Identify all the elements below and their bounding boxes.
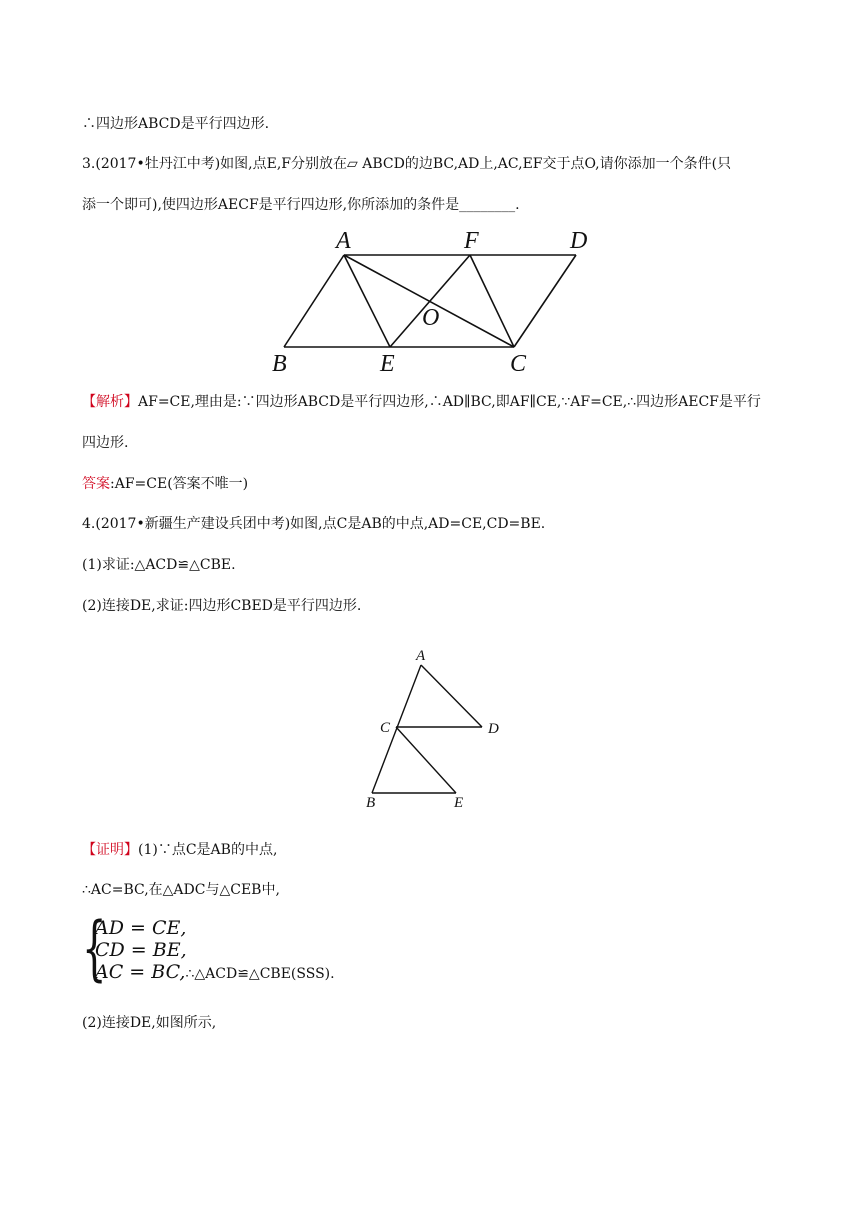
- analysis-line2: 四边形.: [82, 435, 129, 451]
- equation-3-text: AC = BC,: [95, 961, 186, 983]
- text-conclusion: ∴四边形ABCD是平行四边形.: [82, 116, 270, 132]
- equation-conclusion: ∴△ACD≌△CBE(SSS).: [185, 966, 335, 982]
- answer-tag: 答案: [82, 476, 110, 492]
- question-3-line2: 添一个即可),使四边形AECF是平行四边形,你所添加的条件是________.: [82, 197, 520, 213]
- label-a: A: [416, 648, 426, 664]
- equation-3: [95, 961, 335, 985]
- question-4-part2: (2)连接DE,求证:四边形CBED是平行四边形.: [82, 598, 362, 614]
- label-b: B: [366, 795, 376, 811]
- label-d: D: [570, 228, 588, 254]
- equation-2: CD = BE,: [95, 939, 187, 961]
- label-f: F: [464, 228, 479, 254]
- label-c: C: [380, 720, 391, 736]
- triangles-figure: [355, 640, 515, 815]
- brace-symbol: {: [82, 907, 107, 989]
- proof-line3: (2)连接DE,如图所示,: [82, 1015, 217, 1031]
- question-4-part1: (1)求证:△ACD≌△CBE.: [82, 557, 236, 573]
- segment-ce: [396, 727, 456, 793]
- segment-ae: [344, 255, 390, 347]
- proof-line2: ∴AC=BC,在△ADC与△CEB中,: [82, 882, 280, 898]
- proof-text: (1)∵点C是AB的中点,: [138, 842, 278, 858]
- label-d: D: [488, 721, 499, 737]
- segment-ad: [421, 665, 482, 727]
- label-e: E: [380, 351, 395, 377]
- label-a: A: [336, 228, 351, 254]
- segment-dc: [514, 255, 576, 347]
- label-e: E: [454, 795, 464, 811]
- segment-ab: [284, 255, 344, 347]
- proof-tag: 【证明】: [82, 842, 138, 858]
- analysis-tag: 【解析】: [82, 394, 138, 410]
- segment-ef: [390, 255, 470, 347]
- answer-line: [82, 474, 248, 494]
- label-o: O: [422, 305, 440, 331]
- label-b: B: [272, 351, 287, 377]
- question-3-line1: 3.(2017•牡丹江中考)如图,点E,F分别放在▱ ABCD的边BC,AD上,AC,EF交于点O,请你添加一个条件(只: [82, 156, 732, 172]
- analysis-line1: [82, 392, 761, 412]
- parallelogram-figure: [260, 225, 600, 380]
- label-c: C: [510, 351, 527, 377]
- proof-line1: [82, 840, 277, 860]
- equation-1: AD = CE,: [95, 917, 187, 939]
- question-4-line: 4.(2017•新疆生产建设兵团中考)如图,点C是AB的中点,AD=CE,CD=BE.: [82, 516, 546, 532]
- analysis-text: AF=CE,理由是:∵四边形ABCD是平行四边形,∴AD∥BC,即AF∥CE,∵AF=CE,∴四边形AECF是平行: [138, 394, 761, 410]
- answer-text: :AF=CE(答案不唯一): [110, 476, 249, 492]
- segment-fc: [470, 255, 514, 347]
